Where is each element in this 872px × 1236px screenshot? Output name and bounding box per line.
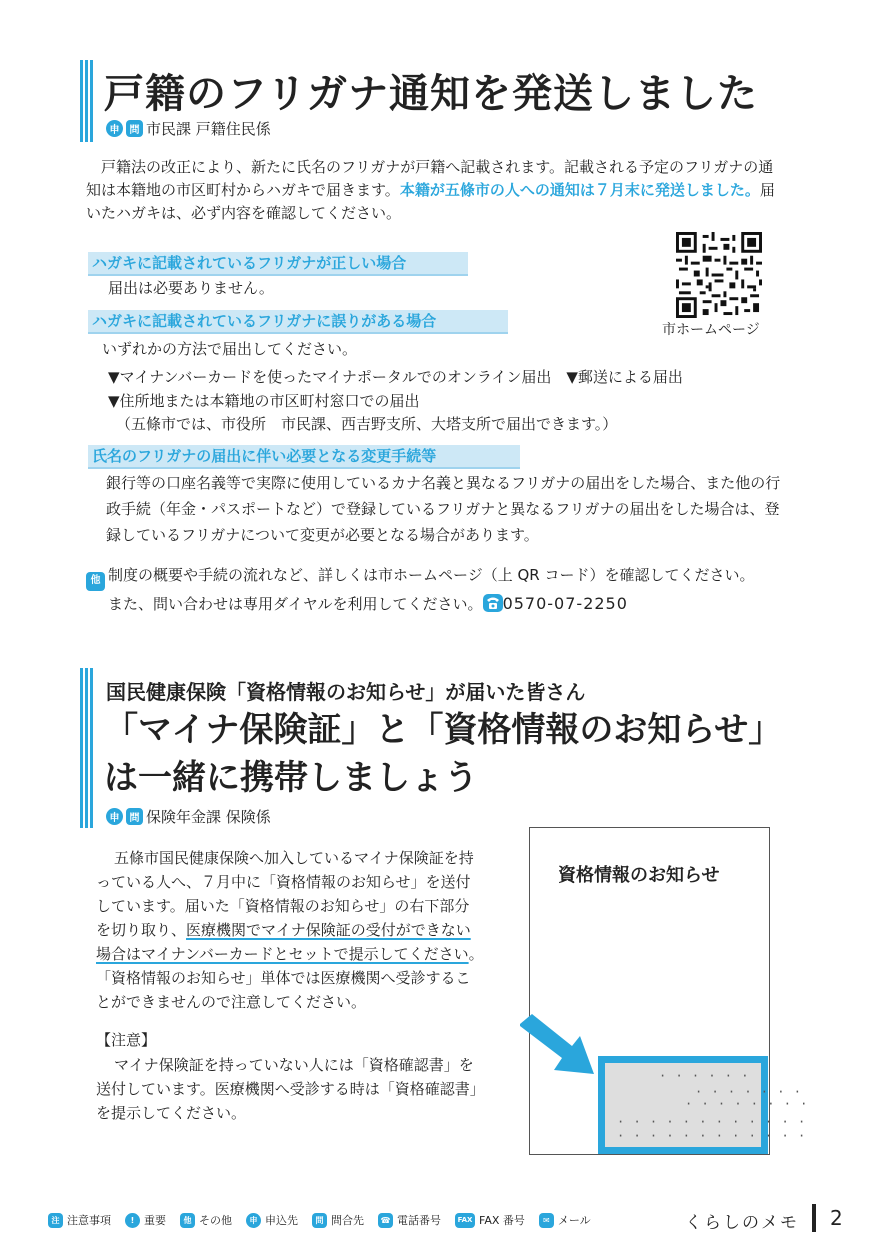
card-cutout-area: [598, 1056, 809, 1154]
method-window: ▼住所地または本籍地の市区町村窓口での届出: [108, 392, 420, 410]
legend-caution: [48, 1212, 111, 1228]
subheading-related-procedures: 氏名のフリガナの届出に伴い必要となる変更手続等: [88, 445, 520, 469]
card-dots: · · · · · · · · · · · ·: [617, 1129, 807, 1143]
sub2-body: いずれかの方法で届出してください。: [102, 340, 358, 358]
legend-label: 申込先: [265, 1214, 298, 1227]
inquiry-badge-icon: 問: [126, 120, 143, 137]
other-badge-icon: 他: [86, 572, 105, 591]
apply-badge-icon: 申: [106, 120, 123, 137]
inquiry-icon: 問: [312, 1213, 327, 1228]
legend-label: 問合先: [331, 1214, 364, 1227]
other-line2: また、問い合わせは専用ダイヤルを利用してください。: [108, 594, 483, 613]
legend-fax: [455, 1212, 525, 1228]
note-heading: 【注意】: [96, 1031, 157, 1049]
mail-icon: ✉: [539, 1213, 554, 1228]
intro-text: 戸籍法の改正により、新たに氏名のフリガナが戸籍へ記載されます。記載される予定のフリガナの通知は本籍地の市区町村からハガキで届きます。: [86, 158, 774, 199]
legend-phone: [378, 1212, 441, 1228]
legend-mail: [539, 1212, 591, 1228]
important-icon: !: [125, 1213, 140, 1228]
subheading-correct-furigana: ハガキに記載されているフリガナが正しい場合: [88, 252, 468, 276]
footer-divider: [812, 1204, 816, 1232]
apply-badge-icon: 申: [106, 808, 123, 825]
other-line1: 制度の概要や手続の流れなど、詳しくは市ホームページ（上 QR コード）を確認してください。: [108, 566, 755, 584]
phone-number[interactable]: 0570-07-2250: [502, 593, 628, 613]
arrow-icon: [514, 1014, 600, 1080]
intro-text-end: 届いたハガキは、必ず内容を確認してください。: [86, 181, 775, 222]
method-online-mail: ▼マイナンバーカードを使ったマイナポータルでのオンライン届出 ▼郵送による届出: [108, 368, 683, 386]
legend-inquiry: [312, 1212, 364, 1228]
fax-icon: FAX: [455, 1213, 475, 1228]
apply-icon: 申: [246, 1213, 261, 1228]
caution-icon: 注: [48, 1213, 63, 1228]
section2-title: 「マイナ保険証」と「資格情報のお知らせ」は一緒に携帯しましょう: [104, 710, 783, 798]
section1-other-info: [86, 562, 786, 617]
legend-label: 重要: [144, 1214, 166, 1227]
section1-department: [106, 118, 271, 139]
section1-accent-bar: [80, 60, 94, 142]
footer-section-label: くらしのメモ: [685, 1213, 799, 1233]
section2-kicker: 国民健康保険「資格情報のお知らせ」が届いた皆さん: [106, 680, 586, 704]
card-dots: · · · · · ·: [659, 1069, 750, 1083]
legend-label: メール: [557, 1214, 591, 1227]
section1-department-name: 市民課 戸籍住民係: [146, 120, 271, 138]
qr-label: 市ホームページ: [662, 322, 760, 338]
section2-accent-bar: [80, 668, 94, 828]
sub3-body: 銀行等の口座名義等で実際に使用しているカナ名義と異なるフリガナの届出をした場合、また他の行政手続（年金・パスポートなど）で登録しているフリガナと異なるフリガナの届出をした場合は、登録しているフリガナについて変更が必要となる場合があります。: [106, 474, 781, 544]
card-title: 資格情報のお知らせ: [558, 865, 720, 886]
section1-title: 戸籍のフリガナ通知を発送しました: [104, 71, 758, 117]
page-number: 2: [830, 1206, 843, 1230]
method-window-note: （五條市では、市役所 市民課、西吉野支所、大塔支所で届出できます。）: [116, 415, 618, 433]
card-dots: · · · · · · · ·: [685, 1097, 809, 1111]
card-dots: · · · · · · · · · · · ·: [617, 1115, 807, 1129]
legend-label: 注意事項: [67, 1214, 111, 1227]
body-text: 五條市国民健康保険へ加入しているマイナ保険証を持っている人へ、７月中に「資格情報のお知らせ」を送付しています。届いた「資格情報のお知らせ」の右下部分を切り取り、: [96, 849, 474, 939]
section2-body: [96, 846, 484, 1014]
footer-legend: [48, 1212, 605, 1228]
qr-code-icon[interactable]: [676, 232, 762, 318]
note-body: マイナ保険証を持っていない人には「資格確認書」を送付しています。医療機関へ受診する時は「資格確認書」を提示してください。: [96, 1056, 478, 1122]
subheading-wrong-furigana: ハガキに記載されているフリガナに誤りがある場合: [88, 310, 508, 334]
body-text-end: 。「資格情報のお知らせ」単体では医療機関へ受診することができませんので注意してください。: [96, 945, 484, 1011]
legend-apply: [246, 1212, 298, 1228]
section2-department-name: 保険年金課 保険係: [146, 808, 271, 826]
phone-icon: [483, 594, 503, 612]
intro-highlight: 本籍が五條市の人への通知は７月末に発送しました。: [399, 181, 760, 199]
section1-intro: [86, 156, 786, 225]
section2-department: [106, 806, 271, 827]
body-underlined: 医療機関でマイナ保険証の受付ができない場合はマイナンバーカードとセットで提示してください: [96, 921, 471, 963]
legend-label: FAX 番号: [479, 1214, 525, 1227]
legend-label: 電話番号: [397, 1214, 441, 1227]
legend-other: [180, 1212, 232, 1228]
phone-icon: ☎: [378, 1213, 393, 1228]
legend-label: その他: [199, 1214, 232, 1227]
card-dots: · · · · · · ·: [695, 1085, 802, 1099]
legend-important: [125, 1212, 166, 1228]
inquiry-badge-icon: 問: [126, 808, 143, 825]
other-icon: 他: [180, 1213, 195, 1228]
sub1-body: 届出は必要ありません。: [108, 279, 274, 297]
